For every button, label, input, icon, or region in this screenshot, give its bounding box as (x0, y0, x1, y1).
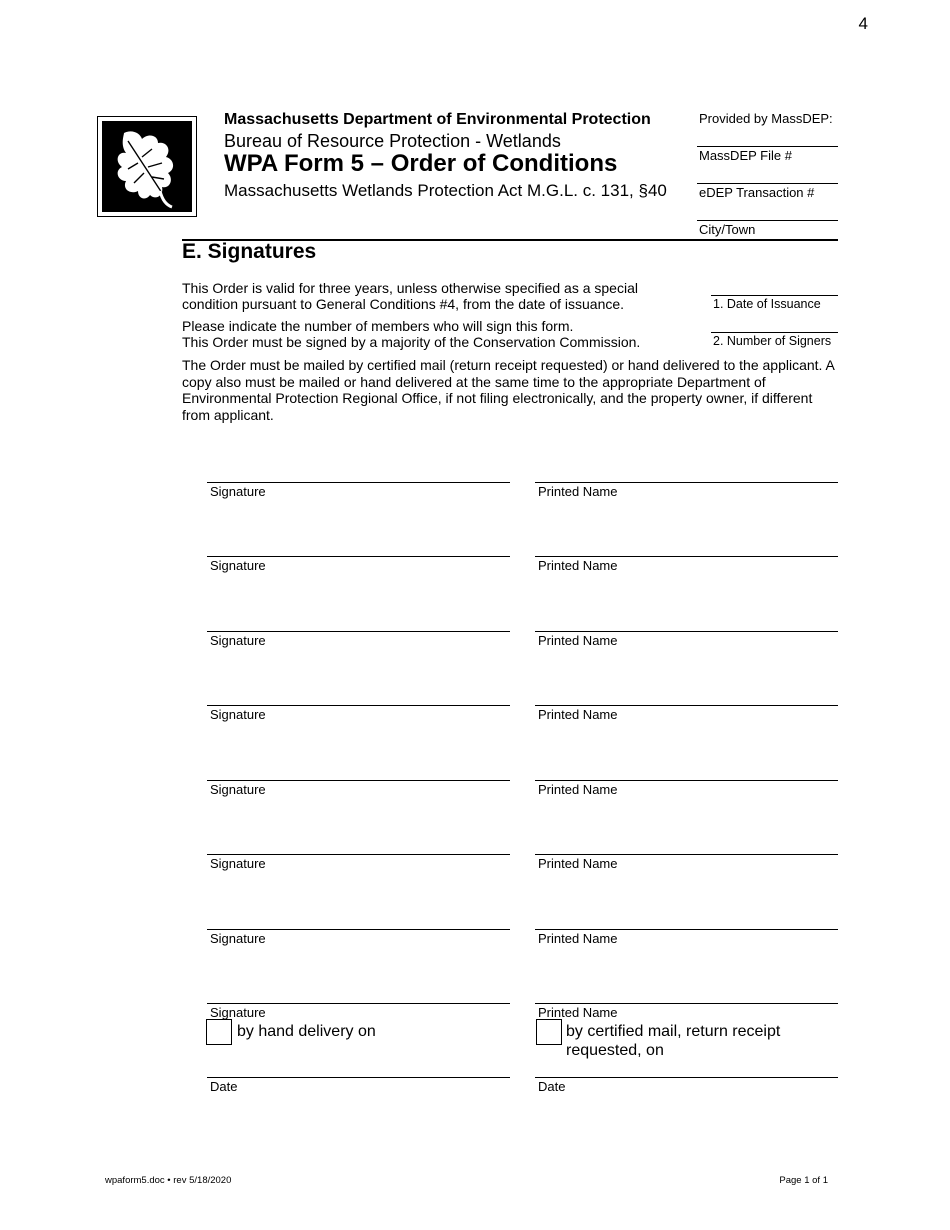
validity-line-2: condition pursuant to General Conditions #4, from the date of issuance. (182, 296, 625, 312)
signature-field[interactable]: Signature (207, 780, 510, 797)
certified-mail-label (566, 1022, 780, 1060)
massdep-file-field[interactable]: MassDEP File # (697, 146, 838, 163)
printed-name-field[interactable]: Printed Name (535, 780, 838, 797)
members-text (182, 318, 702, 350)
members-line-2: This Order must be signed by a majority of the Conservation Commission. (182, 334, 641, 350)
printed-name-field[interactable]: Printed Name (535, 1003, 838, 1020)
certified-mail-checkbox[interactable] (536, 1019, 562, 1045)
certified-mail-label-line-1: by certified mail, return receipt (566, 1023, 781, 1040)
hand-delivery-date-field[interactable]: Date (207, 1077, 510, 1094)
signature-field[interactable]: Signature (207, 705, 510, 722)
date-of-issuance-field[interactable]: 1. Date of Issuance (711, 295, 838, 311)
signature-field[interactable]: Signature (207, 482, 510, 499)
signature-field[interactable]: Signature (207, 556, 510, 573)
validity-line-1: This Order is valid for three years, unless otherwise specified as a special (182, 280, 638, 296)
printed-name-field[interactable]: Printed Name (535, 556, 838, 573)
mailing-instructions: The Order must be mailed by certified mail (return receipt requested) or hand delivered to the applicant. A copy also must be mailed or hand delivered at the same time to the appropriate Department of Environmental Protection Regional Office, if not filing electronically, and the property owner, if different from applicant. (182, 357, 835, 423)
provided-by-label: Provided by MassDEP: (699, 111, 833, 126)
signature-field[interactable]: Signature (207, 854, 510, 871)
city-town-field[interactable]: City/Town (697, 220, 838, 237)
members-line-1: Please indicate the number of members who will sign this form. (182, 318, 574, 334)
page-number: 4 (858, 14, 868, 33)
form-title: WPA Form 5 – Order of Conditions (224, 150, 618, 177)
section-title: E. Signatures (182, 240, 317, 263)
number-of-signers-field[interactable]: 2. Number of Signers (711, 332, 838, 348)
hand-delivery-label: by hand delivery on (237, 1023, 376, 1040)
oak-leaf-icon (102, 121, 192, 212)
edep-transaction-field[interactable]: eDEP Transaction # (697, 183, 838, 200)
signature-field[interactable]: Signature (207, 929, 510, 946)
printed-name-field[interactable]: Printed Name (535, 705, 838, 722)
printed-name-field[interactable]: Printed Name (535, 631, 838, 648)
printed-name-field[interactable]: Printed Name (535, 929, 838, 946)
signature-field[interactable]: Signature (207, 631, 510, 648)
footer-page-count: Page 1 of 1 (779, 1175, 828, 1186)
signature-field[interactable]: Signature (207, 1003, 510, 1020)
bureau-name: Bureau of Resource Protection - Wetlands (224, 131, 561, 151)
validity-text (182, 280, 702, 312)
massdep-logo (97, 116, 197, 217)
hand-delivery-checkbox[interactable] (206, 1019, 232, 1045)
certified-mail-date-field[interactable]: Date (535, 1077, 838, 1094)
printed-name-field[interactable]: Printed Name (535, 482, 838, 499)
agency-name: Massachusetts Department of Environmental Protection (224, 111, 651, 128)
printed-name-field[interactable]: Printed Name (535, 854, 838, 871)
certified-mail-label-line-2: requested, on (566, 1042, 664, 1059)
footer-file-revision: wpaform5.doc • rev 5/18/2020 (105, 1175, 232, 1186)
act-reference: Massachusetts Wetlands Protection Act M.G.L. c. 131, §40 (224, 181, 667, 200)
